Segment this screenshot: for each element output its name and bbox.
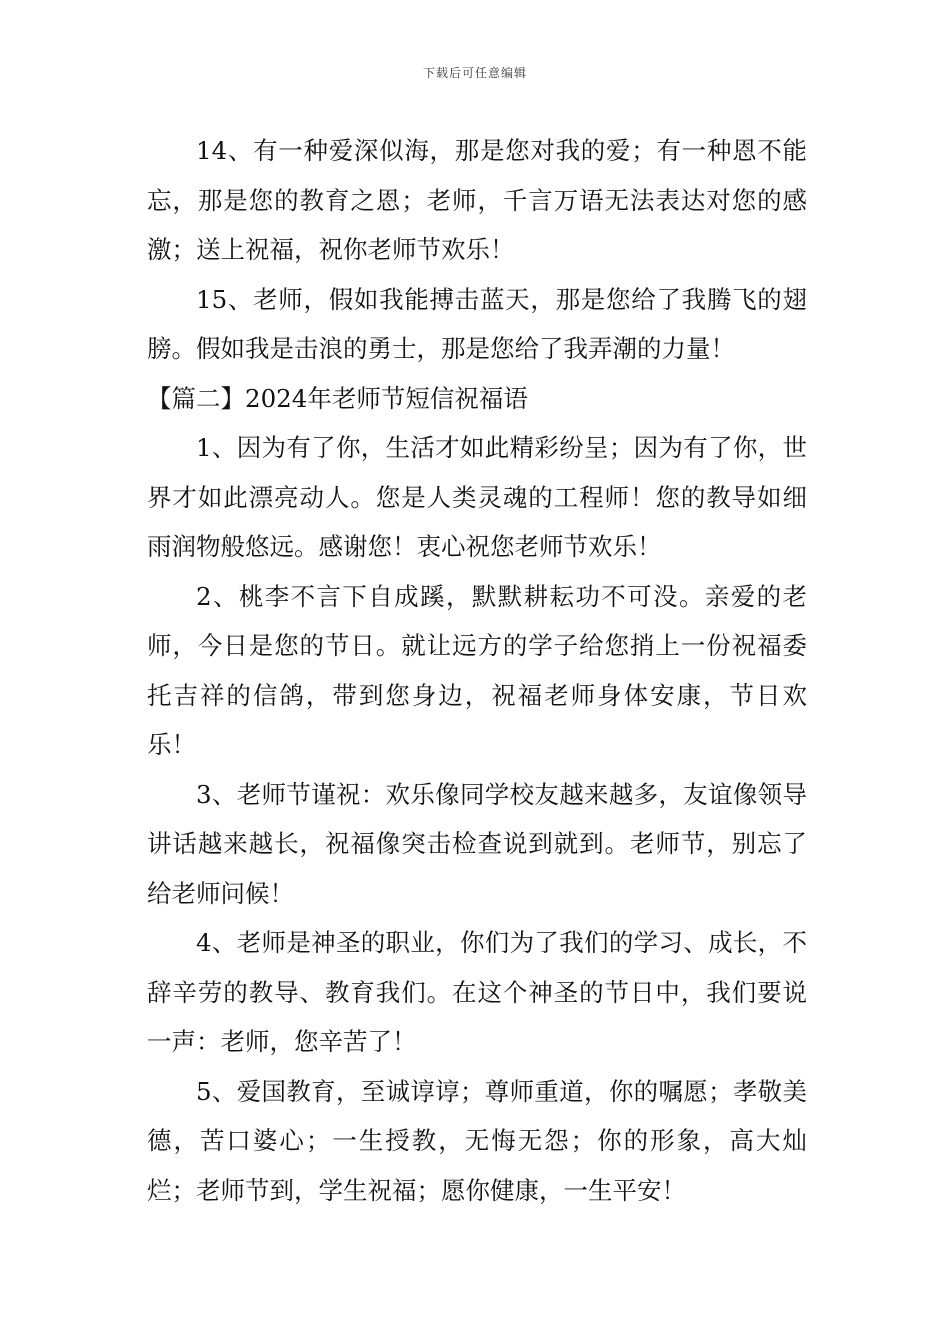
paragraph-3: 3、老师节谨祝：欢乐像同学校友越来越多，友谊像领导讲话越来越长，祝福像突击检查说到就到。老师节，别忘了给老师问候！ bbox=[147, 779, 807, 908]
document-body bbox=[147, 126, 807, 1215]
paragraph-14: 14、有一种爱深似海，那是您对我的爱；有一种恩不能忘，那是您的教育之恩；老师，千言万语无法表达对您的感激；送上祝福，祝你老师节欢乐！ bbox=[147, 136, 807, 264]
paragraph-1: 1、因为有了你，生活才如此精彩纷呈；因为有了你，世界才如此漂亮动人。您是人类灵魂的工程师！您的教导如细雨润物般悠远。感谢您！衷心祝您老师节欢乐！ bbox=[147, 433, 807, 561]
paragraph-2: 2、桃李不言下自成蹊，默默耕耘功不可没。亲爱的老师，今日是您的节日。就让远方的学子给您捎上一份祝福委托吉祥的信鸽，带到您身边，祝福老师身体安康，节日欢乐！ bbox=[147, 581, 807, 759]
page-header: 下载后可任意编辑 bbox=[422, 66, 527, 80]
paragraph-5: 5、爱国教育，至诚谆谆；尊师重道，你的嘱愿；孝敬美德，苦口婆心；一生授教，无悔无怨；你的形象，高大灿烂；老师节到，学生祝福；愿你健康，一生平安！ bbox=[147, 1076, 807, 1205]
paragraph-4: 4、老师是神圣的职业，你们为了我们的学习、成长，不辞辛劳的教导、教育我们。在这个神圣的节日中，我们要说一声：老师，您辛苦了！ bbox=[147, 928, 807, 1056]
paragraph-15: 15、老师，假如我能搏击蓝天，那是您给了我腾飞的翅膀。假如我是击浪的勇士，那是您给了我弄潮的力量！ bbox=[147, 284, 807, 363]
section-title: 【篇二】2024年老师节短信祝福语 bbox=[147, 383, 528, 413]
